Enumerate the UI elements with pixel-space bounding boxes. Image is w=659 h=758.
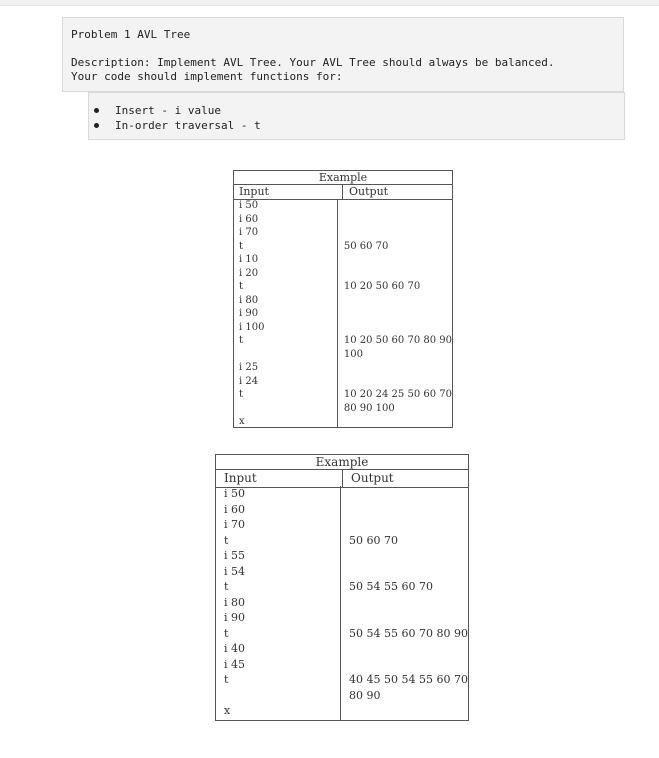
example-title: Example [234,171,452,185]
function-item-insert: Insert - i value [89,103,624,118]
output-cell: 50 60 70 [349,533,399,547]
input-cell: i 80 [224,595,246,609]
input-cell [239,348,337,362]
input-cell: x [239,416,245,427]
input-cell: t [239,240,244,252]
input-cell: i 60 [239,213,259,225]
function-item-traversal: In-order traversal - t [89,118,624,133]
top-bar [0,0,659,6]
input-cell: t [239,281,244,292]
output-cell: 10 20 24 25 50 60 70 [343,389,452,400]
output-cell: 50 54 55 60 70 80 90 [349,626,468,640]
input-cell: i 20 [239,267,259,279]
output-cell [344,375,452,389]
input-cell: t [224,533,229,547]
output-cell: 80 90 [349,688,381,702]
function-list [89,103,624,133]
input-cell: i 70 [224,518,246,531]
output-cell [349,641,468,657]
output-cell: 100 [343,348,363,360]
output-cell [349,595,468,611]
output-cell [344,294,452,308]
input-cell: i 55 [224,549,246,562]
output-cell [344,213,452,227]
output-cell [349,564,468,580]
output-cell [344,267,452,281]
function-list-block [88,92,625,140]
output-cell [344,361,452,375]
input-cell [224,688,340,704]
input-header: Input [216,470,343,487]
input-cell: x [224,704,231,717]
output-cell: 50 54 55 60 70 [349,580,434,593]
example-body [234,199,452,427]
input-cell: i 54 [224,564,246,578]
input-cell: t [224,580,229,593]
input-cell: i 40 [224,642,246,655]
output-cell [344,226,452,240]
output-cell [344,199,452,213]
input-cell: i 25 [239,362,259,373]
output-header: Output [351,471,394,485]
output-column [338,199,452,427]
input-cell: i 70 [239,227,259,238]
output-cell: 10 20 50 60 70 [343,281,421,292]
output-cell [349,548,468,564]
input-column [216,486,341,720]
input-cell: t [224,626,229,640]
output-cell: 40 45 50 54 55 60 70 [349,673,468,686]
output-cell [344,321,452,335]
description-line-2: Your code should implement functions for: [71,70,343,83]
output-cell [349,703,468,719]
input-cell: t [239,335,244,346]
output-cell [344,253,452,267]
output-header: Output [349,185,389,198]
output-cell: 10 20 50 60 70 80 90 [343,335,452,346]
input-cell: i 45 [224,657,246,671]
example-table-2 [215,454,469,721]
example-table-1 [233,170,453,428]
output-cell [349,657,468,673]
example-body [216,486,468,720]
output-cell [349,610,468,626]
output-column [341,486,468,720]
output-cell [344,415,452,429]
example-header-row [234,185,452,200]
input-cell: i 90 [224,611,246,624]
output-cell [349,502,468,518]
input-cell: i 50 [224,487,246,500]
problem-title: Problem 1 AVL Tree [71,28,191,41]
input-cell: i 24 [239,375,259,387]
input-cell: i 100 [239,321,265,333]
output-cell: 80 90 100 [343,402,395,414]
output-cell [349,486,468,502]
input-column [234,199,338,427]
input-cell: i 50 [239,200,259,211]
input-cell: i 90 [239,308,259,319]
problem-description-block [62,17,624,92]
output-cell [349,517,468,533]
input-cell: t [239,389,244,400]
description-line-1: Description: Implement AVL Tree. Your AVL Tree should always be balanced. [71,56,555,69]
input-cell [239,402,337,416]
input-cell: i 10 [239,254,259,265]
input-cell: t [224,673,229,686]
output-cell: 50 60 70 [343,240,389,252]
input-header: Input [234,185,343,199]
output-cell [344,307,452,321]
input-cell: i 60 [224,502,246,516]
example-title: Example [216,455,468,470]
input-cell: i 80 [239,294,259,306]
